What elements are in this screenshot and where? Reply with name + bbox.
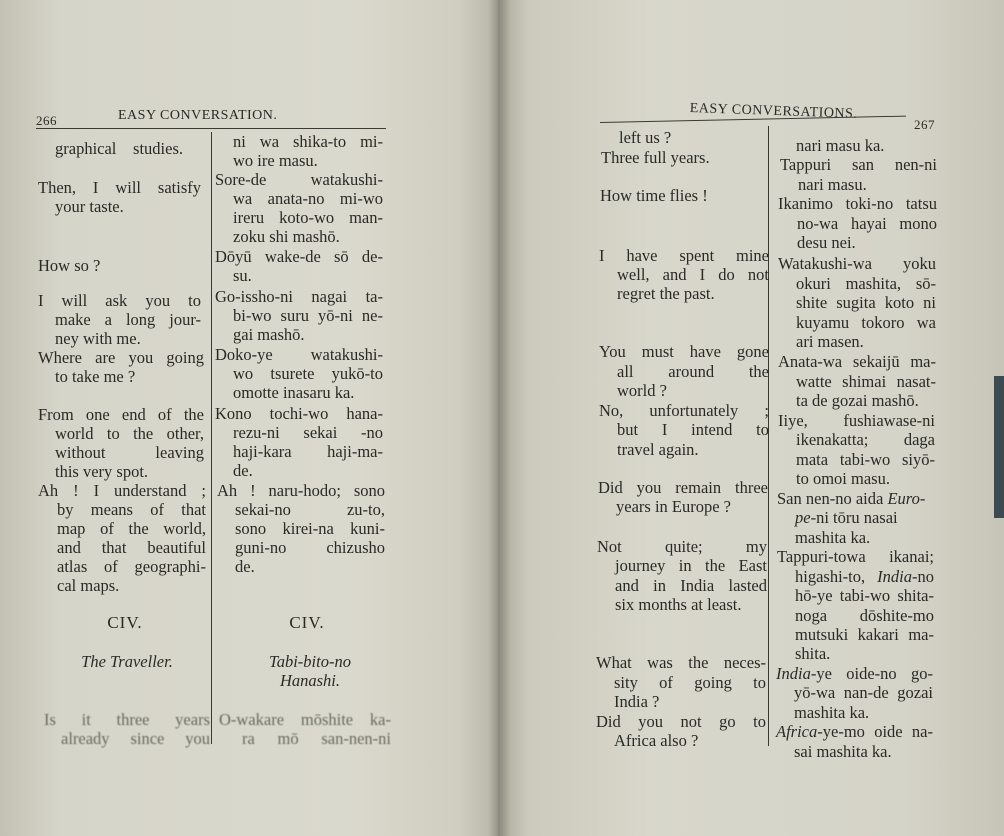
right-jp-line: desu nei. <box>797 233 856 252</box>
left-en-line: this very spot. <box>55 462 149 481</box>
right-jp-line: pe-ni tōru nasai <box>795 508 898 527</box>
right-en-line: Africa also ? <box>614 731 699 750</box>
right-jp-line: nari masu ka. <box>796 136 885 155</box>
left-jp-line: Kono tochi-wo hana- <box>215 404 383 423</box>
right-jp-line: yō-wa nan-de gozai <box>794 683 933 702</box>
left-jp-line: wo tsurete yukō-to <box>233 364 383 383</box>
right-en-line: left us ? <box>619 128 672 147</box>
right-jp-line: ari masen. <box>796 332 864 351</box>
left-en-line: without leaving <box>55 443 204 462</box>
right-jp-line: mashita ka. <box>795 528 871 547</box>
left-en-line: world to the other, <box>55 424 204 443</box>
right-jp-line: Watakushi-wa yoku <box>778 254 936 273</box>
right-en-line: Not quite; my <box>597 537 767 556</box>
right-en-line: world ? <box>617 381 667 400</box>
left-jp-line: Dōyū wake-de sō de- <box>215 247 383 266</box>
right-en-line: How time flies ! <box>600 186 708 205</box>
right-en-line: What was the neces- <box>596 653 766 672</box>
left-page-number: 266 <box>36 113 57 128</box>
right-jp-line: shite sugita koto ni <box>796 293 936 312</box>
left-jp-line: gai mashō. <box>233 325 305 344</box>
left-en-line: Ah ! I understand ; <box>38 481 206 500</box>
right-jp-line: Tappuri san nen-ni <box>780 155 937 174</box>
left-jp-line: Doko-ye watakushi- <box>215 345 383 364</box>
left-jp-line: ireru koto-wo man- <box>233 208 383 227</box>
right-jp-line: India-ye oide-no go- <box>776 664 933 683</box>
left-en-line: I will ask you to <box>38 291 201 310</box>
left-running-head: EASY CONVERSATION. <box>118 108 278 123</box>
left-jp-line: omotte inasaru ka. <box>233 383 355 402</box>
right-jp-line-text: San nen-no aida Euro- <box>777 489 926 508</box>
right-en-line: Did you remain three <box>598 478 768 497</box>
right-en-line: but I intend to <box>617 420 769 439</box>
right-en-line: regret the past. <box>617 284 715 303</box>
right-jp-line: Ikanimo toki-no tatsu <box>778 194 937 213</box>
right-jp-line: mashita ka. <box>794 703 870 722</box>
left-jp-line: sono kirei-na kuni- <box>235 519 385 538</box>
left-jp-line: Sore-de watakushi- <box>215 170 383 189</box>
right-jp-line: hō-ye tabi-wo shita- <box>795 586 934 605</box>
right-en-line: sity of going to <box>614 673 766 692</box>
left-jp-line: wa anata-no mi-wo <box>233 189 383 208</box>
left-en-line: already since you <box>61 729 210 748</box>
left-jp-line: Go-issho-ni nagai ta- <box>215 287 383 306</box>
left-en-line: Where are you going <box>38 348 204 367</box>
left-jp-line: de. <box>233 461 253 480</box>
right-page-number: 267 <box>914 117 935 132</box>
left-jp-line: ra mō san-nen-ni <box>242 729 391 748</box>
right-jp-line: ta de gozai mashō. <box>796 391 919 410</box>
right-jp-line: higashi-to, India-no <box>795 567 934 586</box>
right-jp-line: okuri mashita, sō- <box>796 274 936 293</box>
right-jp-line: watte shimai nasat- <box>796 372 936 391</box>
right-en-line: You must have gone <box>599 342 769 361</box>
left-en-line: cal maps. <box>57 576 120 595</box>
right-en-line: six months at least. <box>615 595 742 614</box>
right-en-line: travel again. <box>617 440 699 459</box>
left-column-divider <box>211 132 212 744</box>
left-jp-line: Ah ! naru-hodo; sono <box>217 481 385 500</box>
right-jp-line: Africa-ye-mo oide na- <box>776 722 933 741</box>
right-en-line: Three full years. <box>601 148 710 167</box>
left-jp-line: rezu-ni sekai -no <box>233 423 383 442</box>
right-en-line: well, and I do not <box>617 265 769 284</box>
left-en-line: make a long jour- <box>55 310 201 329</box>
left-en-line: your taste. <box>55 197 124 216</box>
left-jp-line: sekai-no zu-to, <box>235 500 385 519</box>
right-en-line: years in Europe ? <box>616 497 731 516</box>
right-jp-line: mutsuki kakari ma- <box>795 625 934 644</box>
left-jp-line: haji-kara haji-ma- <box>233 442 383 461</box>
right-jp-line: shita. <box>795 644 831 663</box>
left-jp-line: ni wa shika-to mi- <box>233 132 383 151</box>
right-running-head: EASY CONVERSATIONS. <box>689 101 858 122</box>
right-en-line: and in India lasted <box>615 576 767 595</box>
left-en-line: From one end of the <box>38 405 204 424</box>
left-en-line: map of the world, <box>57 519 206 538</box>
section-title-en: The Traveller. <box>81 652 173 671</box>
bookmark-ribbon <box>994 376 1004 518</box>
section-number-en: CIV. <box>107 613 143 632</box>
left-en-line: atlas of geographi- <box>57 557 206 576</box>
section-title-jp: Hanashi. <box>279 671 341 690</box>
right-en-line: all around the <box>617 362 769 381</box>
left-en-line: ney with me. <box>55 329 141 348</box>
left-jp-line: su. <box>233 266 252 285</box>
right-jp-line <box>777 489 925 509</box>
right-jp-line: ikenakatta; daga <box>796 430 935 449</box>
section-title-jp: Tabi-bito-no <box>269 652 351 671</box>
left-en-line: Is it three years <box>44 710 210 729</box>
right-jp-line: sai mashita ka. <box>794 742 892 761</box>
right-en-line: India ? <box>614 692 660 711</box>
right-en-line: I have spent mine <box>599 246 769 265</box>
left-jp-line: zoku shi mashō. <box>233 227 340 246</box>
left-jp-line: de. <box>235 557 255 576</box>
right-jp-line: no-wa hayai mono <box>797 214 937 233</box>
left-en-line: to take me ? <box>55 367 136 386</box>
right-en-line: journey in the East <box>615 556 767 575</box>
left-en-line: by means of that <box>57 500 206 519</box>
book-gutter <box>488 0 510 836</box>
left-en-line: How so ? <box>38 256 101 275</box>
right-jp-line: noga dōshite-mo <box>795 606 934 625</box>
right-en-line: No, unfortunately ; <box>599 401 769 420</box>
left-jp-line: wo ire masu. <box>233 151 318 170</box>
right-en-line: Did you not go to <box>596 712 766 731</box>
left-jp-line: O-wakare mōshite ka- <box>219 710 391 729</box>
right-jp-line: to omoi masu. <box>796 469 890 488</box>
section-number-jp: CIV. <box>289 613 325 632</box>
left-en-line: graphical studies. <box>55 139 183 158</box>
right-jp-line: Iiye, fushiawase-ni <box>778 411 935 430</box>
right-jp-line: kuyamu tokoro wa <box>796 313 936 332</box>
left-jp-line: guni-no chizusho <box>235 538 385 557</box>
left-en-line: Then, I will satisfy <box>38 178 201 197</box>
right-jp-line: Anata-wa sekaijū ma- <box>778 352 936 371</box>
right-jp-line: mata tabi-wo siyō- <box>796 450 935 469</box>
right-jp-line: nari masu. <box>798 175 867 194</box>
left-en-line: and that beautiful <box>57 538 206 557</box>
left-header-rule <box>36 128 386 129</box>
right-jp-line: Tappuri-towa ikanai; <box>777 547 934 566</box>
left-jp-line: bi-wo suru yō-ni ne- <box>233 306 383 325</box>
